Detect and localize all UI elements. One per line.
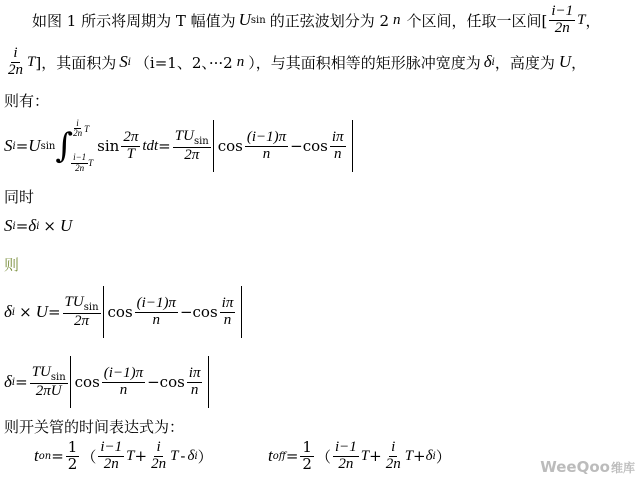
intro-text-b: 的正弦波划分为 2 [269, 11, 389, 30]
minus-cos: −cos [147, 373, 185, 391]
t-symbol: T [577, 11, 586, 28]
u-symbol: U [59, 216, 73, 235]
equals-sign: = [47, 303, 61, 321]
fraction-numerator: 1 [67, 438, 78, 456]
cos-function: cos [74, 373, 100, 391]
limit-t: T [88, 158, 94, 169]
interval-end-fraction [6, 46, 25, 79]
plus-sign: + [369, 447, 382, 466]
n-symbol: n [393, 11, 401, 28]
minus-cos: −cos [179, 303, 218, 321]
fraction-numerator: (i−1)π [136, 294, 176, 311]
fraction-numerator: i [156, 439, 161, 455]
delta-subscript: i [11, 306, 16, 318]
fraction-numerator: (i−1)π [246, 128, 287, 145]
half-fraction [300, 440, 314, 473]
t-symbol: t [34, 446, 39, 466]
integral-limits [71, 119, 93, 173]
n-symbol: n [236, 53, 245, 70]
coef-denominator: 2π [184, 147, 200, 164]
fraction-a [98, 440, 124, 473]
u-symbol: U [28, 136, 41, 155]
fraction-denominator: 2 [67, 454, 78, 473]
then-have-label: 则有： [4, 92, 50, 110]
t-on-subscript: on [38, 450, 52, 462]
fraction-denominator: n [333, 145, 342, 162]
cos-arg-1 [135, 296, 178, 329]
t-symbol: T [404, 447, 414, 464]
delta-symbol: δ [4, 302, 12, 321]
fraction-denominator: n [223, 311, 232, 328]
limit-denominator: 2n [73, 128, 83, 139]
equals-sign: = [15, 217, 29, 235]
fraction-b [384, 440, 403, 473]
intro-line-1 [32, 4, 601, 37]
left-paren: （ [81, 447, 97, 466]
fraction-numerator: i−1 [334, 439, 357, 455]
cos-arg-1 [245, 130, 288, 163]
upper-limit [71, 119, 93, 139]
coefficient-fraction [173, 128, 211, 164]
t-symbol: T [360, 447, 370, 464]
fraction-denominator: T [126, 145, 135, 162]
fraction-denominator: 2n [338, 455, 354, 472]
fraction-numerator: i [391, 439, 396, 455]
delta-symbol: δ [4, 372, 12, 391]
minus-sign: - [180, 447, 186, 466]
s-subscript: i [12, 220, 16, 232]
coefficient-fraction [30, 364, 68, 400]
absolute-value-bracket [103, 286, 243, 338]
cos-function: cos [217, 137, 243, 155]
intro-text-c: 个区间，任取一区间[ [406, 11, 548, 30]
fraction-numerator: 2π [123, 128, 139, 145]
delta-subscript: i [432, 450, 436, 462]
cos-arg-2 [187, 366, 203, 399]
half-fraction [66, 440, 80, 473]
equals-sign: = [51, 447, 64, 466]
s-symbol: S [4, 216, 13, 235]
t-symbol: T [170, 447, 179, 464]
coef-numerator: TU [174, 127, 194, 144]
absolute-value-bracket [213, 120, 353, 172]
delta-symbol: δ [425, 447, 433, 464]
s-symbol: S [4, 136, 13, 155]
coef-subscript: sin [193, 135, 209, 147]
sin-function: sin [97, 137, 120, 155]
s-subscript: i [12, 140, 16, 152]
fraction-denominator: n [119, 381, 128, 398]
equals-sign: = [285, 447, 299, 466]
fraction-denominator: 2n [385, 455, 401, 472]
delta-subscript: i [11, 376, 16, 388]
coef-numerator: TU [64, 293, 84, 310]
coef-denominator: 2πU [35, 383, 62, 400]
equation-rect-area [4, 216, 72, 236]
t-symbol: t [268, 446, 273, 466]
fraction-denominator: 2n [554, 19, 570, 36]
intro-line-2 [4, 46, 586, 79]
s-symbol: S [119, 52, 128, 72]
tdt-term: tdt [142, 137, 159, 154]
comma: ， [585, 11, 601, 30]
right-paren: ） [197, 447, 213, 466]
limit-t: T [84, 123, 90, 134]
intro-text-a: ]，其面积为 [35, 53, 117, 72]
watermark-brand: WeeQoo [540, 458, 610, 476]
limit-numerator: i [76, 118, 79, 128]
u-subscript: sin [40, 140, 56, 152]
intro-text-d: ，高度为 [494, 53, 555, 72]
omega-fraction [121, 130, 140, 163]
fraction-numerator: i−1 [551, 3, 574, 19]
limit-numerator: i−1 [73, 152, 87, 163]
fraction-a [333, 440, 359, 473]
delta-symbol: δ [28, 216, 37, 235]
coef-subscript: sin [50, 371, 66, 383]
intro-text-c: ），与其面积相等的矩形脉冲宽度为 [248, 53, 481, 72]
delta-subscript: i [36, 220, 40, 232]
fraction-numerator: (i−1)π [103, 364, 144, 381]
delta-subscript: i [491, 56, 495, 68]
equals-sign: = [15, 137, 29, 155]
fraction-denominator: 2 [302, 454, 312, 473]
delta-symbol: δ [483, 52, 492, 72]
cos-arg-1 [102, 366, 145, 399]
watermark [540, 458, 635, 476]
fraction-numerator: 1 [302, 438, 312, 456]
minus-cos: −cos [290, 137, 328, 155]
intro-text-b: （i=1、2、···2 [134, 53, 233, 72]
cos-function: cos [107, 303, 133, 321]
coef-denominator: 2π [74, 313, 90, 330]
s-subscript: i [127, 56, 131, 68]
switch-time-label: 则开关管的时间表达式为： [4, 418, 185, 436]
coef-subscript: sin [83, 301, 99, 313]
simultaneously-label: 同时 [4, 188, 35, 206]
coef-numerator: TU [31, 363, 51, 380]
equals-sign: = [158, 137, 171, 155]
fraction-numerator: i−1 [100, 439, 123, 455]
u-symbol: U [35, 302, 48, 321]
lower-limit [71, 153, 93, 173]
fraction-numerator: iπ [221, 294, 234, 311]
fraction-denominator: n [152, 311, 161, 328]
plus-sign: + [413, 447, 426, 466]
equation-t-on [34, 440, 213, 473]
delta-symbol: δ [187, 447, 195, 464]
times-sign: × [19, 303, 32, 321]
intro-text-a: 如图 1 所示将周期为 T 幅值为 [32, 11, 236, 30]
fraction-denominator: 2n [103, 455, 119, 472]
fraction-numerator: iπ [331, 128, 344, 145]
u-subscript: sin [250, 14, 266, 26]
fraction-denominator: 2n [151, 455, 167, 472]
fraction-numerator: i [13, 45, 18, 61]
plus-sign: + [134, 447, 148, 466]
equals-sign: = [15, 373, 28, 391]
delta-subscript: i [194, 450, 198, 462]
t-symbol: T [27, 53, 36, 70]
fraction-b [149, 440, 168, 473]
cos-arg-2 [220, 296, 236, 329]
coefficient-fraction [63, 294, 101, 330]
then-label: 则 [4, 256, 20, 274]
fraction-denominator: n [262, 145, 271, 162]
fraction-denominator: 2n [8, 61, 23, 78]
limit-denominator: 2n [75, 162, 85, 173]
u-symbol: U [238, 10, 251, 30]
equation-area-integral [4, 116, 353, 176]
fraction-denominator: n [190, 381, 199, 398]
t-symbol: T [126, 447, 135, 464]
intro-text-e: ， [571, 53, 587, 72]
equation-delta-times-u [4, 284, 242, 340]
left-paren: （ [315, 447, 331, 466]
cos-arg-2 [330, 130, 346, 163]
right-paren: ） [435, 447, 451, 466]
equation-delta-solution [4, 354, 209, 410]
integral-sign: ∫ $\frac{i}{2n}$ T $\frac{i-1}{2n}$ T [55, 118, 94, 173]
equation-t-off [268, 440, 451, 473]
times-sign: × [43, 217, 56, 235]
u-symbol: U [558, 52, 572, 72]
fraction-numerator: iπ [188, 364, 201, 381]
watermark-cn: 维库 [610, 461, 635, 475]
t-off-subscript: off [272, 450, 286, 462]
absolute-value-bracket [70, 356, 210, 408]
interval-start-fraction [549, 4, 575, 37]
